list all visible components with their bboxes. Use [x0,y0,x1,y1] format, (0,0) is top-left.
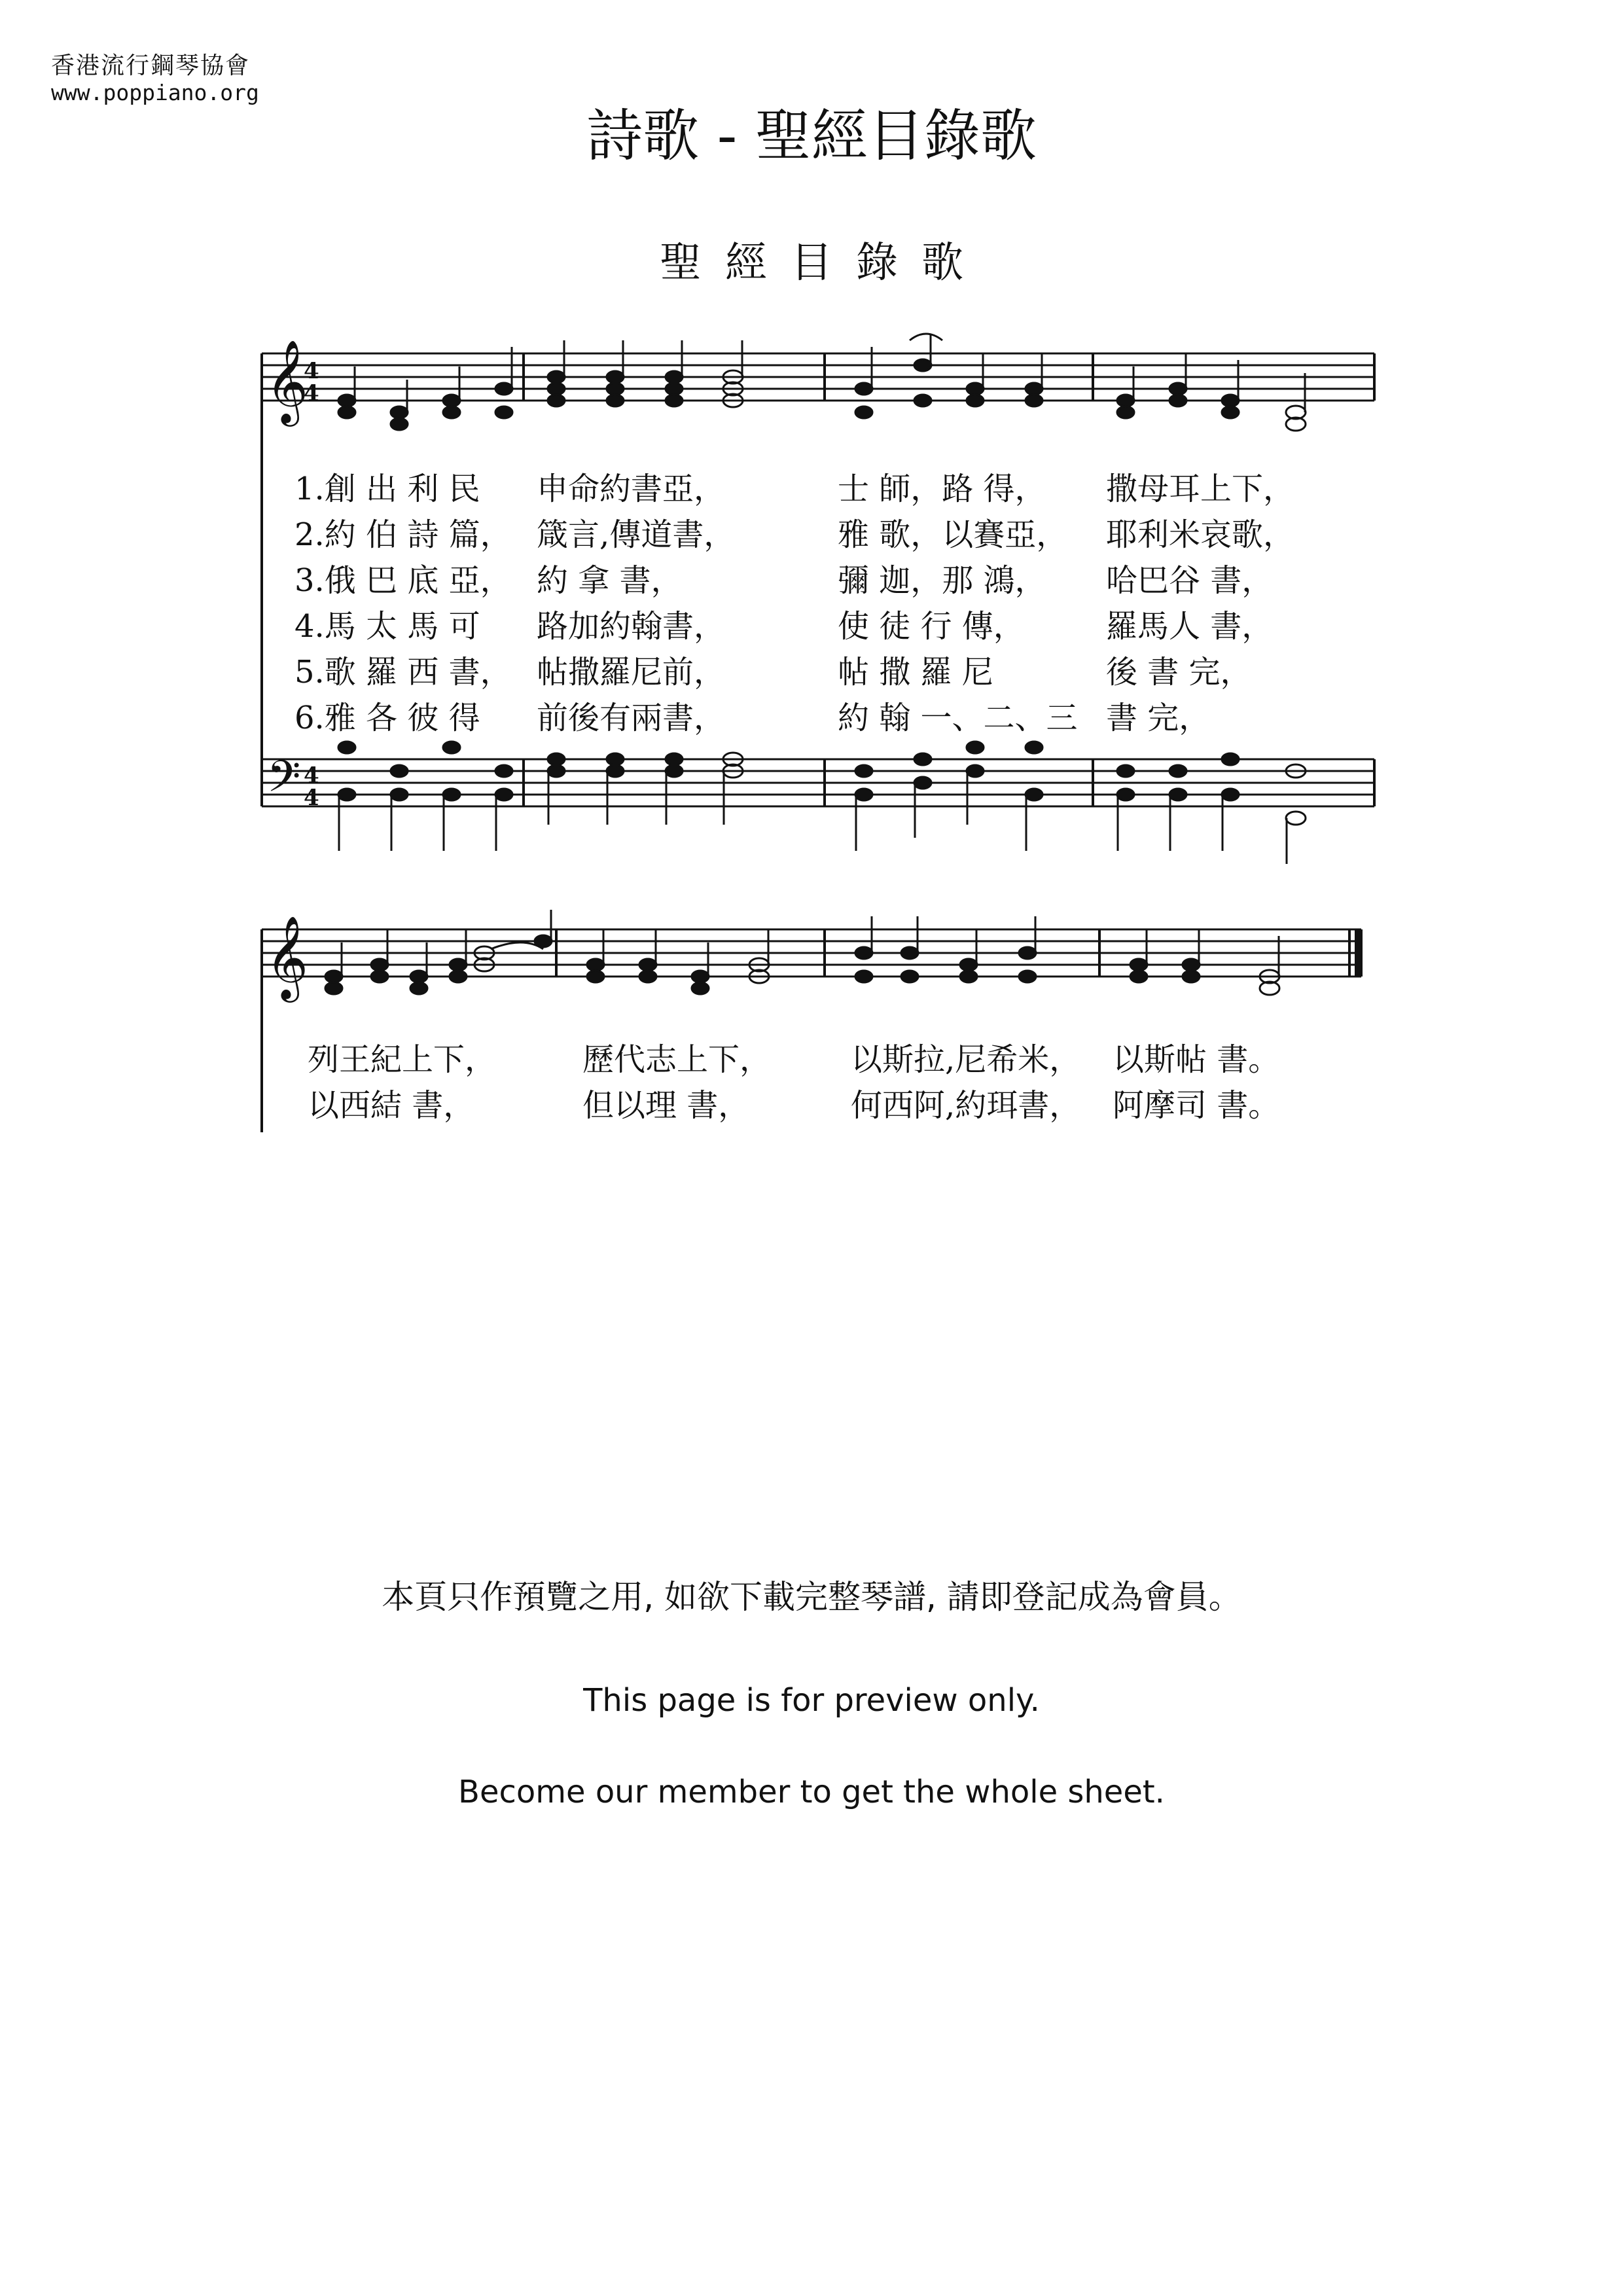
lyric-segment: 申命約書亞， [537,471,726,507]
lyric-segment: 士 師，路 得， [838,471,1046,507]
svg-text:𝄞: 𝄞 [266,339,309,423]
lyric-segment: 2.約 伯 詩 篇， [294,516,512,553]
lyric-segment: 哈巴谷 書， [1106,562,1274,599]
lyric-segment: 歷代志上下， [582,1041,772,1078]
svg-text:4: 4 [304,762,319,789]
verse-line-3 [249,555,1387,600]
preview-notice-line-2: Become our member to get the whole sheet. [458,1774,1165,1810]
preview-notice-chinese: 本頁只作預覽之用, 如欲下載完整琴譜, 請即登記成為會員。 [382,1578,1241,1616]
page-title: 詩歌 - 聖經目錄歌 [586,103,1037,169]
lyric-segment: 羅馬人 書， [1106,608,1274,645]
lyric-segment: 何西阿,約珥書， [851,1087,1081,1124]
song-title: 聖經目錄歌 [660,239,987,287]
lyric-segment: 帖撒羅尼前， [537,654,726,691]
lyric-segment: 後 書 完， [1106,654,1252,691]
verse-line-7 [249,1034,1387,1079]
lyric-segment: 以斯帖 書。 [1113,1041,1280,1078]
score-system-2 [249,890,1387,1132]
lyric-segment: 路加約翰書， [537,608,726,645]
svg-text:4: 4 [304,358,319,384]
lyric-segment: 阿摩司 書。 [1113,1087,1280,1124]
lyric-segment: 列王紀上下， [308,1041,497,1078]
svg-text:𝄞: 𝄞 [266,915,309,999]
verse-line-6 [249,692,1387,737]
verse-line-4 [249,601,1387,645]
lyric-segment: 但以理 書， [582,1087,750,1124]
verse-line-5 [249,647,1387,691]
lyric-segment: 使 徒 行 傳， [838,608,1025,645]
lyric-segment: 帖 撒 羅 尼 [838,654,993,691]
lyric-segment: 撒母耳上下， [1106,471,1295,507]
preview-notice-line-1: This page is for preview only. [583,1682,1040,1719]
lyric-segment: 耶利米哀歌， [1106,516,1295,553]
lyric-segment: 以西結 書， [308,1087,475,1124]
verse-line-8 [249,1080,1387,1124]
verse-line-2 [249,509,1387,554]
lyric-segment: 1.創 出 利 民 [294,471,480,507]
lyric-segment: 4.馬 太 馬 可 [294,608,480,645]
verse-line-1 [249,463,1387,508]
svg-text:4: 4 [304,785,319,811]
brand-url[interactable]: www.poppiano.org [51,80,259,105]
score-system-1 [249,327,1387,864]
lyric-segment: 彌 迦，那 鴻， [838,562,1046,599]
final-barline [1355,929,1363,977]
lyric-segment: 書 完， [1106,700,1211,736]
lyric-segment: 雅 歌，以賽亞， [838,516,1068,553]
lyric-segment: 6.雅 各 彼 得 [294,700,480,736]
lyric-segment: 3.俄 巴 底 亞， [294,562,512,599]
svg-text:4: 4 [304,380,319,406]
lyric-segment: 箴言,傳道書， [537,516,736,553]
lyric-segment: 前後有兩書， [537,700,726,736]
svg-text:𝄢: 𝄢 [267,751,301,812]
lyric-segment: 約 拿 書， [537,562,683,599]
brand-name: 香港流行鋼琴協會 [51,52,251,79]
lyric-segment: 以斯拉,尼希米， [851,1041,1081,1078]
lyric-segment: 約 翰 一、二、三 [838,700,1078,736]
lyric-segment: 5.歌 羅 西 書， [294,654,512,691]
